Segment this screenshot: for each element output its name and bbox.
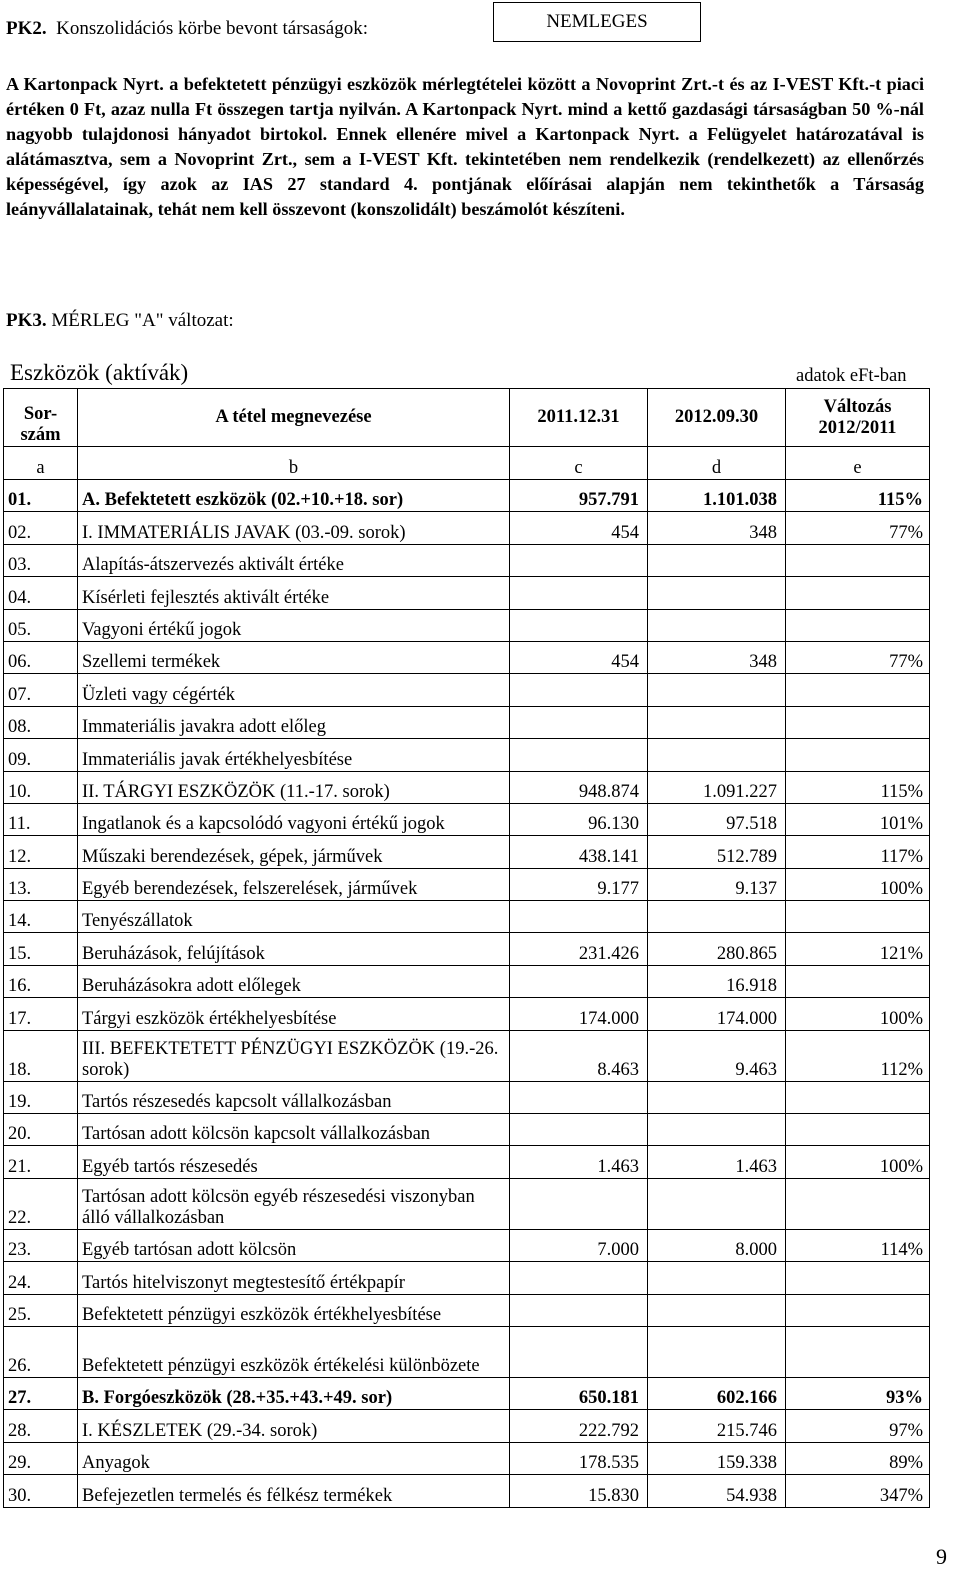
row-change xyxy=(786,1294,930,1326)
row-number: 18. xyxy=(4,1030,78,1081)
table-row xyxy=(4,706,930,738)
table-row xyxy=(4,512,930,544)
row-value-2011 xyxy=(510,901,648,933)
row-change: 115% xyxy=(786,771,930,803)
row-number: 17. xyxy=(4,998,78,1030)
row-value-2012 xyxy=(648,674,786,706)
row-value-2011: 7.000 xyxy=(510,1229,648,1261)
row-value-2012: 280.865 xyxy=(648,933,786,965)
row-change: 115% xyxy=(786,480,930,512)
row-item-name: II. TÁRGYI ESZKÖZÖK (11.-17. sorok) xyxy=(78,771,510,803)
header-row-number-line2: szám xyxy=(20,425,61,445)
table-row xyxy=(4,868,930,900)
row-value-2011: 957.791 xyxy=(510,480,648,512)
letter-d: d xyxy=(648,447,786,480)
row-value-2012 xyxy=(648,1294,786,1326)
row-change xyxy=(786,1081,930,1113)
row-value-2011 xyxy=(510,1081,648,1113)
row-value-2011: 454 xyxy=(510,512,648,544)
row-item-name: Immateriális javakra adott előleg xyxy=(78,706,510,738)
pk2-heading xyxy=(6,18,368,40)
row-value-2011 xyxy=(510,577,648,609)
row-item-name: Tenyészállatok xyxy=(78,901,510,933)
row-item-name: Kísérleti fejlesztés aktivált értéke xyxy=(78,577,510,609)
row-number: 10. xyxy=(4,771,78,803)
row-value-2012 xyxy=(648,1178,786,1229)
row-number: 30. xyxy=(4,1475,78,1507)
table-row xyxy=(4,1081,930,1113)
table-row xyxy=(4,998,930,1030)
row-value-2011 xyxy=(510,609,648,641)
row-item-name: A. Befektetett eszközök (02.+10.+18. sor) xyxy=(78,480,510,512)
table-row xyxy=(4,965,930,997)
row-number: 01. xyxy=(4,480,78,512)
row-change: 114% xyxy=(786,1229,930,1261)
header-change-line2: 2012/2011 xyxy=(818,417,897,438)
table-row xyxy=(4,1178,930,1229)
header-2012: 2012.09.30 xyxy=(648,389,786,447)
table-body xyxy=(4,480,930,1508)
row-item-name: Egyéb tartós részesedés xyxy=(78,1146,510,1178)
pk3-label: PK3. xyxy=(6,310,47,331)
table-row xyxy=(4,609,930,641)
row-number: 09. xyxy=(4,739,78,771)
row-value-2011: 454 xyxy=(510,641,648,673)
row-change: 100% xyxy=(786,1146,930,1178)
pk3-heading xyxy=(6,310,234,332)
row-value-2011 xyxy=(510,674,648,706)
row-item-name: Immateriális javak értékhelyesbítése xyxy=(78,739,510,771)
row-value-2011 xyxy=(510,1262,648,1294)
row-value-2011 xyxy=(510,706,648,738)
table-row xyxy=(4,933,930,965)
row-value-2011: 9.177 xyxy=(510,868,648,900)
nemleges-box: NEMLEGES xyxy=(493,2,701,42)
row-number: 23. xyxy=(4,1229,78,1261)
row-value-2011 xyxy=(510,544,648,576)
row-value-2012: 348 xyxy=(648,512,786,544)
table-row xyxy=(4,1030,930,1081)
table-row xyxy=(4,1377,930,1409)
assets-title: Eszközök (aktívák) xyxy=(10,360,189,385)
row-item-name: Vagyoni értékű jogok xyxy=(78,609,510,641)
balance-sheet-table xyxy=(3,388,930,1508)
table-row xyxy=(4,739,930,771)
row-item-name: Tartós hitelviszonyt megtestesítő értékpapír xyxy=(78,1262,510,1294)
row-value-2012: 8.000 xyxy=(648,1229,786,1261)
letter-b: b xyxy=(78,447,510,480)
pk2-text: Konszolidációs körbe bevont társaságok: xyxy=(56,18,368,39)
row-value-2012: 1.463 xyxy=(648,1146,786,1178)
unit-note: adatok eFt-ban xyxy=(796,366,907,386)
row-value-2011 xyxy=(510,739,648,771)
row-number: 29. xyxy=(4,1442,78,1474)
row-item-name: Tárgyi eszközök értékhelyesbítése xyxy=(78,998,510,1030)
intro-paragraph: A Kartonpack Nyrt. a befektetett pénzügyi eszközök mérlegtételei között a Novoprint Zrt.-t és az I-VEST Kft.-t piaci értéken 0 Ft, azaz nulla Ft összegen tartja nyilván. A Kartonpack Nyrt. mind a kettő gazdasági társaságban 50 %-nál nagyobb tulajdonosi hányadot birtokol. Ennek ellenére mivel a Kartonpack Nyrt. a Felügyelet határozatával is alátámasztva, sem a Novoprint Zrt., sem a I-VEST Kft. tekintetében nem rendelkezik (rendelkezett) az ellenőrzés képességével, így azok az IAS 27 standard 4. pontjának előírásai alapján nem tekinthetők a Társaság leányvállalatainak, tehát nem kell összevont (konszolidált) beszámolót készíteni. xyxy=(6,74,924,219)
table-row xyxy=(4,1114,930,1146)
row-value-2012: 348 xyxy=(648,641,786,673)
table-row xyxy=(4,480,930,512)
row-number: 02. xyxy=(4,512,78,544)
row-value-2012: 54.938 xyxy=(648,1475,786,1507)
row-value-2011: 438.141 xyxy=(510,836,648,868)
row-value-2012 xyxy=(648,1262,786,1294)
page-number: 9 xyxy=(936,1544,947,1569)
table-row xyxy=(4,771,930,803)
row-number: 24. xyxy=(4,1262,78,1294)
row-number: 22. xyxy=(4,1178,78,1229)
row-value-2012: 1.101.038 xyxy=(648,480,786,512)
row-value-2012 xyxy=(648,1114,786,1146)
row-number: 03. xyxy=(4,544,78,576)
header-2011: 2011.12.31 xyxy=(510,389,648,447)
table-row xyxy=(4,901,930,933)
row-change: 117% xyxy=(786,836,930,868)
row-value-2012 xyxy=(648,901,786,933)
row-number: 13. xyxy=(4,868,78,900)
table-row xyxy=(4,1262,930,1294)
row-item-name: Befektetett pénzügyi eszközök értékhelyesbítése xyxy=(78,1294,510,1326)
row-number: 11. xyxy=(4,803,78,835)
row-number: 06. xyxy=(4,641,78,673)
header-change-line1: Változás xyxy=(823,396,892,417)
row-change: 77% xyxy=(786,641,930,673)
row-value-2011: 222.792 xyxy=(510,1410,648,1442)
row-item-name: Szellemi termékek xyxy=(78,641,510,673)
row-item-name: B. Forgóeszközök (28.+35.+43.+49. sor) xyxy=(78,1377,510,1409)
row-number: 25. xyxy=(4,1294,78,1326)
row-number: 20. xyxy=(4,1114,78,1146)
table-row xyxy=(4,1410,930,1442)
row-value-2012: 174.000 xyxy=(648,998,786,1030)
row-value-2012: 159.338 xyxy=(648,1442,786,1474)
row-change xyxy=(786,965,930,997)
row-item-name: Befejezetlen termelés és félkész termékek xyxy=(78,1475,510,1507)
row-item-name: Egyéb berendezések, felszerelések, járművek xyxy=(78,868,510,900)
row-change xyxy=(786,674,930,706)
row-number: 07. xyxy=(4,674,78,706)
row-number: 26. xyxy=(4,1326,78,1377)
row-value-2011 xyxy=(510,1178,648,1229)
row-change: 100% xyxy=(786,868,930,900)
row-value-2012 xyxy=(648,577,786,609)
row-number: 12. xyxy=(4,836,78,868)
row-value-2011: 231.426 xyxy=(510,933,648,965)
table-row xyxy=(4,1294,930,1326)
table-row xyxy=(4,1326,930,1377)
row-change: 112% xyxy=(786,1030,930,1081)
table-header-row xyxy=(4,389,930,447)
row-item-name: Ingatlanok és a kapcsolódó vagyoni értékű jogok xyxy=(78,803,510,835)
row-item-name: Műszaki berendezések, gépek, járművek xyxy=(78,836,510,868)
row-number: 19. xyxy=(4,1081,78,1113)
row-change xyxy=(786,1262,930,1294)
row-change: 89% xyxy=(786,1442,930,1474)
row-number: 08. xyxy=(4,706,78,738)
row-number: 04. xyxy=(4,577,78,609)
row-item-name: Alapítás-átszervezés aktivált értéke xyxy=(78,544,510,576)
table-row xyxy=(4,544,930,576)
row-value-2012: 512.789 xyxy=(648,836,786,868)
row-value-2012: 9.137 xyxy=(648,868,786,900)
row-change xyxy=(786,1114,930,1146)
row-item-name: I. KÉSZLETEK (29.-34. sorok) xyxy=(78,1410,510,1442)
row-value-2011 xyxy=(510,965,648,997)
row-number: 16. xyxy=(4,965,78,997)
row-number: 28. xyxy=(4,1410,78,1442)
row-value-2011: 1.463 xyxy=(510,1146,648,1178)
row-item-name: Beruházásokra adott előlegek xyxy=(78,965,510,997)
row-value-2011: 15.830 xyxy=(510,1475,648,1507)
row-change xyxy=(786,1326,930,1377)
table-row xyxy=(4,1442,930,1474)
row-number: 27. xyxy=(4,1377,78,1409)
row-value-2012 xyxy=(648,544,786,576)
table-row xyxy=(4,641,930,673)
row-change: 101% xyxy=(786,803,930,835)
row-value-2011 xyxy=(510,1294,648,1326)
row-value-2011: 8.463 xyxy=(510,1030,648,1081)
row-value-2011: 948.874 xyxy=(510,771,648,803)
row-change: 121% xyxy=(786,933,930,965)
row-change xyxy=(786,609,930,641)
row-value-2012: 215.746 xyxy=(648,1410,786,1442)
header-change xyxy=(786,389,930,447)
row-item-name: Befektetett pénzügyi eszközök értékelési különbözete xyxy=(78,1326,510,1377)
row-number: 15. xyxy=(4,933,78,965)
row-number: 14. xyxy=(4,901,78,933)
row-item-name: I. IMMATERIÁLIS JAVAK (03.-09. sorok) xyxy=(78,512,510,544)
table-row xyxy=(4,803,930,835)
table-row xyxy=(4,836,930,868)
row-value-2012 xyxy=(648,1326,786,1377)
row-value-2011 xyxy=(510,1326,648,1377)
table-row xyxy=(4,1475,930,1507)
row-value-2012 xyxy=(648,706,786,738)
row-value-2012: 1.091.227 xyxy=(648,771,786,803)
table-row xyxy=(4,674,930,706)
row-item-name: III. BEFEKTETETT PÉNZÜGYI ESZKÖZÖK (19.-26. sorok) xyxy=(78,1030,510,1081)
row-change: 347% xyxy=(786,1475,930,1507)
row-number: 05. xyxy=(4,609,78,641)
row-change: 93% xyxy=(786,1377,930,1409)
row-value-2011: 650.181 xyxy=(510,1377,648,1409)
table-row xyxy=(4,577,930,609)
row-item-name: Tartósan adott kölcsön kapcsolt vállalkozásban xyxy=(78,1114,510,1146)
row-change xyxy=(786,1178,930,1229)
row-item-name: Beruházások, felújítások xyxy=(78,933,510,965)
row-value-2011 xyxy=(510,1114,648,1146)
row-item-name: Egyéb tartósan adott kölcsön xyxy=(78,1229,510,1261)
pk2-label: PK2. xyxy=(6,18,47,39)
letter-a: a xyxy=(4,447,78,480)
row-value-2012: 16.918 xyxy=(648,965,786,997)
row-change xyxy=(786,739,930,771)
row-value-2012 xyxy=(648,1081,786,1113)
row-value-2012 xyxy=(648,609,786,641)
table-row xyxy=(4,1146,930,1178)
row-number: 21. xyxy=(4,1146,78,1178)
row-value-2012: 9.463 xyxy=(648,1030,786,1081)
header-item-name: A tétel megnevezése xyxy=(78,389,510,447)
table-letter-row xyxy=(4,447,930,480)
letter-c: c xyxy=(510,447,648,480)
header-row-number xyxy=(4,389,78,447)
row-change xyxy=(786,544,930,576)
row-item-name: Anyagok xyxy=(78,1442,510,1474)
row-value-2012: 97.518 xyxy=(648,803,786,835)
row-value-2011: 178.535 xyxy=(510,1442,648,1474)
row-change: 77% xyxy=(786,512,930,544)
header-row-number-line1: Sor- xyxy=(23,404,58,424)
row-change xyxy=(786,901,930,933)
row-item-name: Tartósan adott kölcsön egyéb részesedési viszonyban álló vállalkozásban xyxy=(78,1178,510,1229)
row-value-2011: 174.000 xyxy=(510,998,648,1030)
row-value-2011: 96.130 xyxy=(510,803,648,835)
row-change: 97% xyxy=(786,1410,930,1442)
row-item-name: Tartós részesedés kapcsolt vállalkozásban xyxy=(78,1081,510,1113)
row-change xyxy=(786,577,930,609)
row-value-2012 xyxy=(648,739,786,771)
table-row xyxy=(4,1229,930,1261)
letter-e: e xyxy=(786,447,930,480)
row-change xyxy=(786,706,930,738)
row-item-name: Üzleti vagy cégérték xyxy=(78,674,510,706)
pk3-text: MÉRLEG "A" változat: xyxy=(51,310,234,331)
row-value-2012: 602.166 xyxy=(648,1377,786,1409)
row-change: 100% xyxy=(786,998,930,1030)
